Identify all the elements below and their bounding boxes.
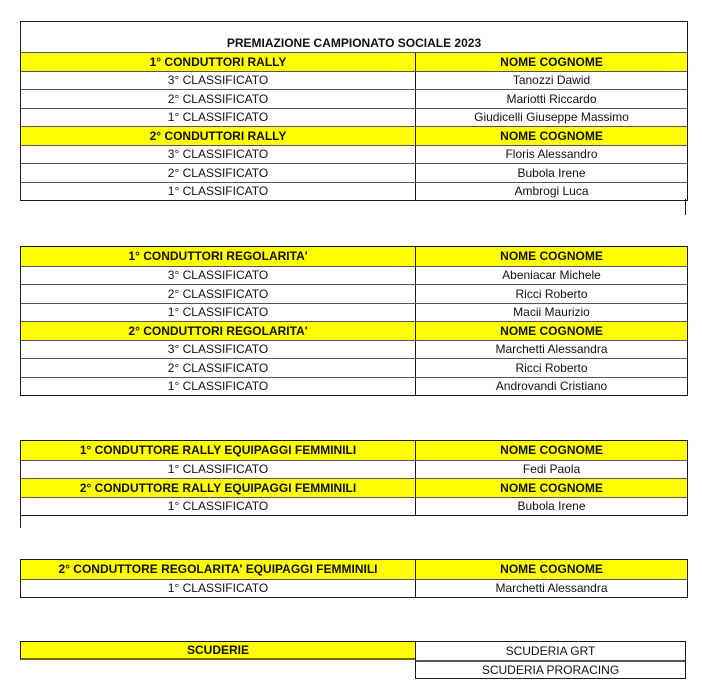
name-cell: Ambrogi Luca xyxy=(514,184,589,199)
name-cell: Bubola Irene xyxy=(517,165,586,180)
rally-table xyxy=(20,21,688,201)
section-heading: 1° CONDUTTORI REGOLARITA' xyxy=(21,247,416,266)
name-column-header: NOME COGNOME xyxy=(500,480,603,495)
page-title: PREMIAZIONE CAMPIONATO SOCIALE 2023 xyxy=(226,36,482,50)
section-header-row xyxy=(21,321,687,340)
rally-female-table xyxy=(20,440,688,516)
scuderie-label: SCUDERIE xyxy=(20,641,415,660)
section-header-row xyxy=(21,441,687,460)
section-heading: 1° CONDUTTORE RALLY EQUIPAGGI FEMMINILI xyxy=(21,441,416,460)
table-row xyxy=(21,377,687,396)
table-row xyxy=(21,303,687,322)
position-cell: 1° CLASSIFICATO xyxy=(21,580,416,598)
name-column-header: NOME COGNOME xyxy=(500,249,603,264)
name-cell: Marchetti Alessandra xyxy=(495,581,608,596)
name-column-header: NOME COGNOME xyxy=(500,323,603,338)
scuderie-list xyxy=(415,641,686,679)
border-line xyxy=(20,513,21,528)
position-cell: 3° CLASSIFICATO xyxy=(21,267,416,285)
table-row xyxy=(21,71,687,90)
name-cell: Giudicelli Giuseppe Massimo xyxy=(474,110,629,125)
table-row xyxy=(21,284,687,303)
position-cell: 1° CLASSIFICATO xyxy=(21,304,416,322)
position-cell: 2° CLASSIFICATO xyxy=(21,285,416,303)
name-cell: Tanozzi Dawid xyxy=(512,73,591,88)
position-cell: 1° CLASSIFICATO xyxy=(21,461,416,479)
scuderie-table xyxy=(20,641,686,679)
name-column-header: NOME COGNOME xyxy=(500,128,603,143)
position-cell: 1° CLASSIFICATO xyxy=(21,498,416,516)
position-cell: 2° CLASSIFICATO xyxy=(21,359,416,377)
table-row xyxy=(21,497,687,516)
section-header-row xyxy=(21,52,687,71)
position-cell: 3° CLASSIFICATO xyxy=(21,146,416,164)
section-header-row xyxy=(21,126,687,145)
name-column-header: NOME COGNOME xyxy=(500,562,603,577)
team-cell: SCUDERIA GRT xyxy=(505,644,596,658)
section-header-row xyxy=(21,478,687,497)
name-cell: Fedi Paola xyxy=(522,462,581,477)
table-row xyxy=(21,163,687,182)
border-line xyxy=(685,199,686,215)
position-cell: 1° CLASSIFICATO xyxy=(21,378,416,396)
section-header-row xyxy=(21,560,687,579)
table-row xyxy=(21,108,687,127)
table-row xyxy=(21,266,687,285)
name-cell: Abeniacar Michele xyxy=(502,268,601,283)
position-cell: 3° CLASSIFICATO xyxy=(21,341,416,359)
table-row xyxy=(21,89,687,108)
name-cell: Ricci Roberto xyxy=(515,360,588,375)
table-row xyxy=(21,579,687,598)
regolarita-female-table xyxy=(20,559,688,598)
table-row xyxy=(21,340,687,359)
name-cell: Mariotti Riccardo xyxy=(506,91,597,106)
section-header-row xyxy=(21,247,687,266)
section-heading: 2° CONDUTTORI RALLY xyxy=(21,127,416,145)
section-heading: 2° CONDUTTORE REGOLARITA' EQUIPAGGI FEMMINILI xyxy=(21,560,416,579)
table-row xyxy=(21,145,687,164)
position-cell: 2° CLASSIFICATO xyxy=(21,164,416,182)
name-column-header: NOME COGNOME xyxy=(500,443,603,458)
team-cell: SCUDERIA PRORACING xyxy=(416,660,685,678)
name-cell: Macii Maurizio xyxy=(513,305,590,320)
name-cell: Bubola Irene xyxy=(517,499,586,514)
name-cell: Androvandi Cristiano xyxy=(495,379,608,394)
section-heading: 2° CONDUTTORE RALLY EQUIPAGGI FEMMINILI xyxy=(21,479,416,497)
table-row xyxy=(21,358,687,377)
regolarita-table xyxy=(20,246,688,396)
position-cell: 1° CLASSIFICATO xyxy=(21,183,416,201)
name-cell: Ricci Roberto xyxy=(515,286,588,301)
position-cell: 3° CLASSIFICATO xyxy=(21,72,416,90)
section-heading: 1° CONDUTTORI RALLY xyxy=(21,53,416,71)
name-cell: Marchetti Alessandra xyxy=(495,342,608,357)
name-column-header: NOME COGNOME xyxy=(500,54,603,69)
position-cell: 1° CLASSIFICATO xyxy=(21,109,416,127)
title-row xyxy=(21,22,687,52)
position-cell: 2° CLASSIFICATO xyxy=(21,90,416,108)
section-heading: 2° CONDUTTORI REGOLARITA' xyxy=(21,322,416,340)
name-cell: Floris Alessandro xyxy=(505,147,598,162)
table-row xyxy=(21,460,687,479)
table-row xyxy=(21,182,687,201)
